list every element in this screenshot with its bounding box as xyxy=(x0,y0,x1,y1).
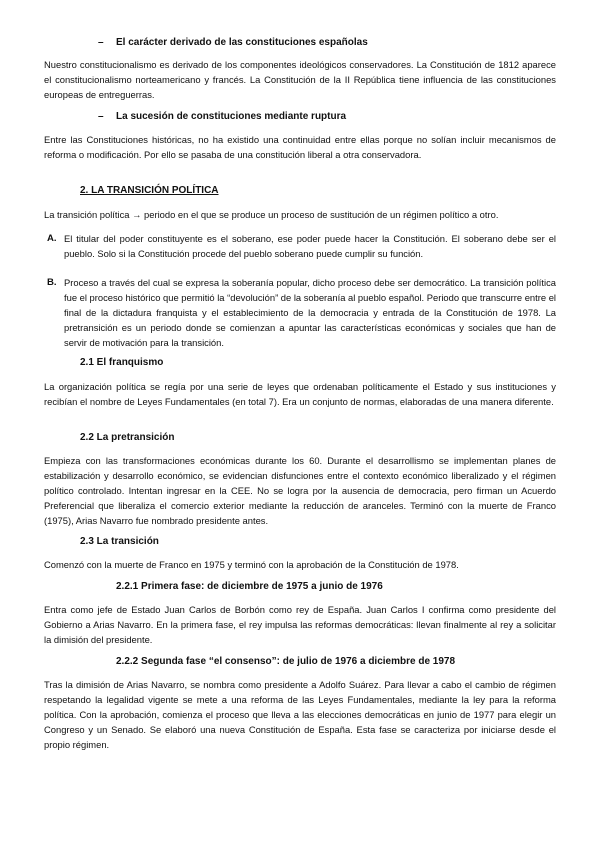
subsection-heading-franquismo: 2.1 El franquismo xyxy=(80,357,164,368)
subsection-heading-primera-fase: 2.2.1 Primera fase: de diciembre de 1975 a junio de 1976 xyxy=(116,581,383,592)
subsection-heading-pretransicion: 2.2 La pretransición xyxy=(80,432,175,443)
subsection-heading-caracter: El carácter derivado de las constituciones españolas xyxy=(116,37,368,48)
list-label-a: A. xyxy=(47,233,57,244)
subsection-heading-segunda-fase: 2.2.2 Segunda fase “el consenso”: de julio de 1976 a diciembre de 1978 xyxy=(116,656,456,667)
paragraph-transicion-intro: La transición política → periodo en el que se produce un proceso de sustitución de un régimen político a otro. xyxy=(44,209,499,220)
bullet-dash: – xyxy=(98,111,104,122)
list-label-b: B. xyxy=(47,277,57,288)
subsection-heading-transicion: 2.3 La transición xyxy=(80,536,159,547)
paragraph-segunda-fase: Tras la dimisión de Arias Navarro, se nombra como presidente a Adolfo Suárez. Para llevar a cabo el cambio de régimen respetando la legalidad vigente se mete a una reforma de las Leyes Fundamentales, mediante la ley para la reforma política. Con la aprobación, comienza el proceso que lleva a las elecciones democráticas en junio de 1977 para elegir un Congreso y un Senado. Se elaboró una nueva Constitución de España. Esta fase se caracteriza por iniciarse desde el propio régimen. xyxy=(44,679,556,750)
subsection-heading-sucesion: La sucesión de constituciones mediante ruptura xyxy=(116,111,347,122)
paragraph-sucesion: Entre las Constituciones históricas, no ha existido una continuidad entre ellas porque no solían incluir mecanismos de reforma o modificación. Por ello se pasaba de una constitución liberal a otra conservadora. xyxy=(44,134,556,160)
list-item-b: Proceso a través del cual se expresa la soberanía popular, dicho proceso debe ser democrático. La transición política fue el proceso histórico que permitió la “devolución” de la soberanía al pueblo español. Periodo que transcurre entre el final de la dictadura franquista y el establecimiento de la democracia y entrada de la Constitución de 1978. La pretransición es un periodo donde se comienzan a apuntar las características económicas y sociales que han de servir de motivación para la transición. xyxy=(64,277,556,348)
section-heading-transicion: 2. LA TRANSICIÓN POLÍTICA xyxy=(80,185,219,196)
bullet-dash: – xyxy=(98,37,104,48)
paragraph-caracter: Nuestro constitucionalismo es derivado de los componentes ideológicos conservadores. La Constitución de 1812 aparece el constitucionalismo norteamericano y francés. La Constitución de la II República tiene influencia de las constituciones europeas de entreguerras. xyxy=(44,59,556,100)
paragraph-pretransicion: Empieza con las transformaciones económicas durante los 60. Durante el desarrollismo se implementan planes de estabilización y desarrollo económico, se evidencian disfunciones entre el contexto económico liberalizado y el régimen político controlado. Intentan ingresar en la CEE. No se logra por la ausencia de democracia, pero firman un Acuerdo Preferencial que liberaliza el comercio exterior mediante la reducción de aranceles. Terminó con la muerte de Franco (1975), Arias Navarro fue nombrado presidente antes. xyxy=(44,455,556,526)
paragraph-franquismo: La organización política se regía por una serie de leyes que ordenaban políticamente el Estado y sus instituciones y recibían el nombre de Leyes Fundamentales (en total 7). Era un conjunto de normas, elaboradas de una manera diferente. xyxy=(44,381,556,407)
paragraph-transicion: Comenzó con la muerte de Franco en 1975 y terminó con la aprobación de la Constitución de 1978. xyxy=(44,559,459,570)
list-item-a: El titular del poder constituyente es el soberano, ese poder puede hacer la Constitución. El soberano debe ser el pueblo. Solo si la Constitución procede del pueblo soberano puede cumplir su función. xyxy=(64,233,556,259)
paragraph-primera-fase: Entra como jefe de Estado Juan Carlos de Borbón como rey de España. Juan Carlos I confirma como presidente del Gobierno a Arias Navarro. En la primera fase, el rey impulsa las reformas democráticas: llevan finalmente al rey a solicitar la dimisión del presidente. xyxy=(44,604,556,645)
